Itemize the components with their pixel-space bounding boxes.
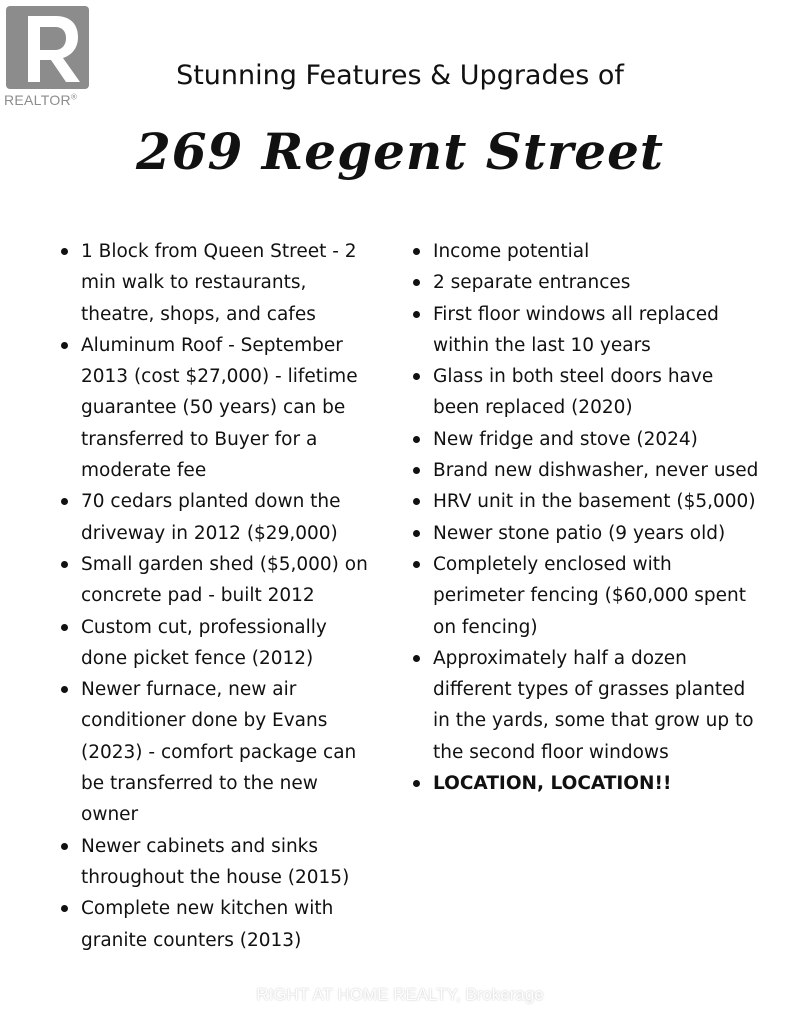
list-item: 2 separate entrances xyxy=(410,267,760,298)
features-list-right xyxy=(410,236,760,799)
list-item: 1 Block from Queen Street - 2 min walk to restaurants, theatre, shops, and cafes xyxy=(58,236,378,330)
list-item: Brand new dishwasher, never used xyxy=(410,455,760,486)
page-subtitle: Stunning Features & Upgrades of xyxy=(176,60,624,91)
realtor-logo-text: REALTOR® xyxy=(4,92,78,108)
brokerage-watermark: RIGHT AT HOME REALTY, Brokerage xyxy=(256,985,544,1004)
list-item: Approximately half a dozen different types of grasses planted in the yards, some that grow up to the second floor windows xyxy=(410,643,760,768)
list-item: HRV unit in the basement ($5,000) xyxy=(410,486,760,517)
features-list-left xyxy=(58,236,378,956)
list-item: Small garden shed ($5,000) on concrete pad - built 2012 xyxy=(58,549,378,612)
list-item-highlight xyxy=(410,768,760,799)
list-item: Glass in both steel doors have been replaced (2020) xyxy=(410,361,760,424)
list-item: Aluminum Roof - September 2013 (cost $27,000) - lifetime guarantee (50 years) can be transferred to Buyer for a moderate fee xyxy=(58,330,378,486)
list-item: Newer cabinets and sinks throughout the house (2015) xyxy=(58,831,378,894)
realtor-logo xyxy=(4,4,96,108)
list-item: New fridge and stove (2024) xyxy=(410,424,760,455)
list-item: Income potential xyxy=(410,236,760,267)
list-item: Newer stone patio (9 years old) xyxy=(410,518,760,549)
list-item: Custom cut, professionally done picket fence (2012) xyxy=(58,612,378,675)
highlight-text: LOCATION, LOCATION!! xyxy=(433,773,672,795)
list-item: Newer furnace, new air conditioner done by Evans (2023) - comfort package can be transferred to the new owner xyxy=(58,674,378,830)
list-item: Completely enclosed with perimeter fencing ($60,000 spent on fencing) xyxy=(410,549,760,643)
list-item: Complete new kitchen with granite counters (2013) xyxy=(58,893,378,956)
list-item: First floor windows all replaced within the last 10 years xyxy=(410,299,760,362)
property-address: 269 Regent Street xyxy=(135,122,665,181)
list-item: 70 cedars planted down the driveway in 2012 ($29,000) xyxy=(58,486,378,549)
